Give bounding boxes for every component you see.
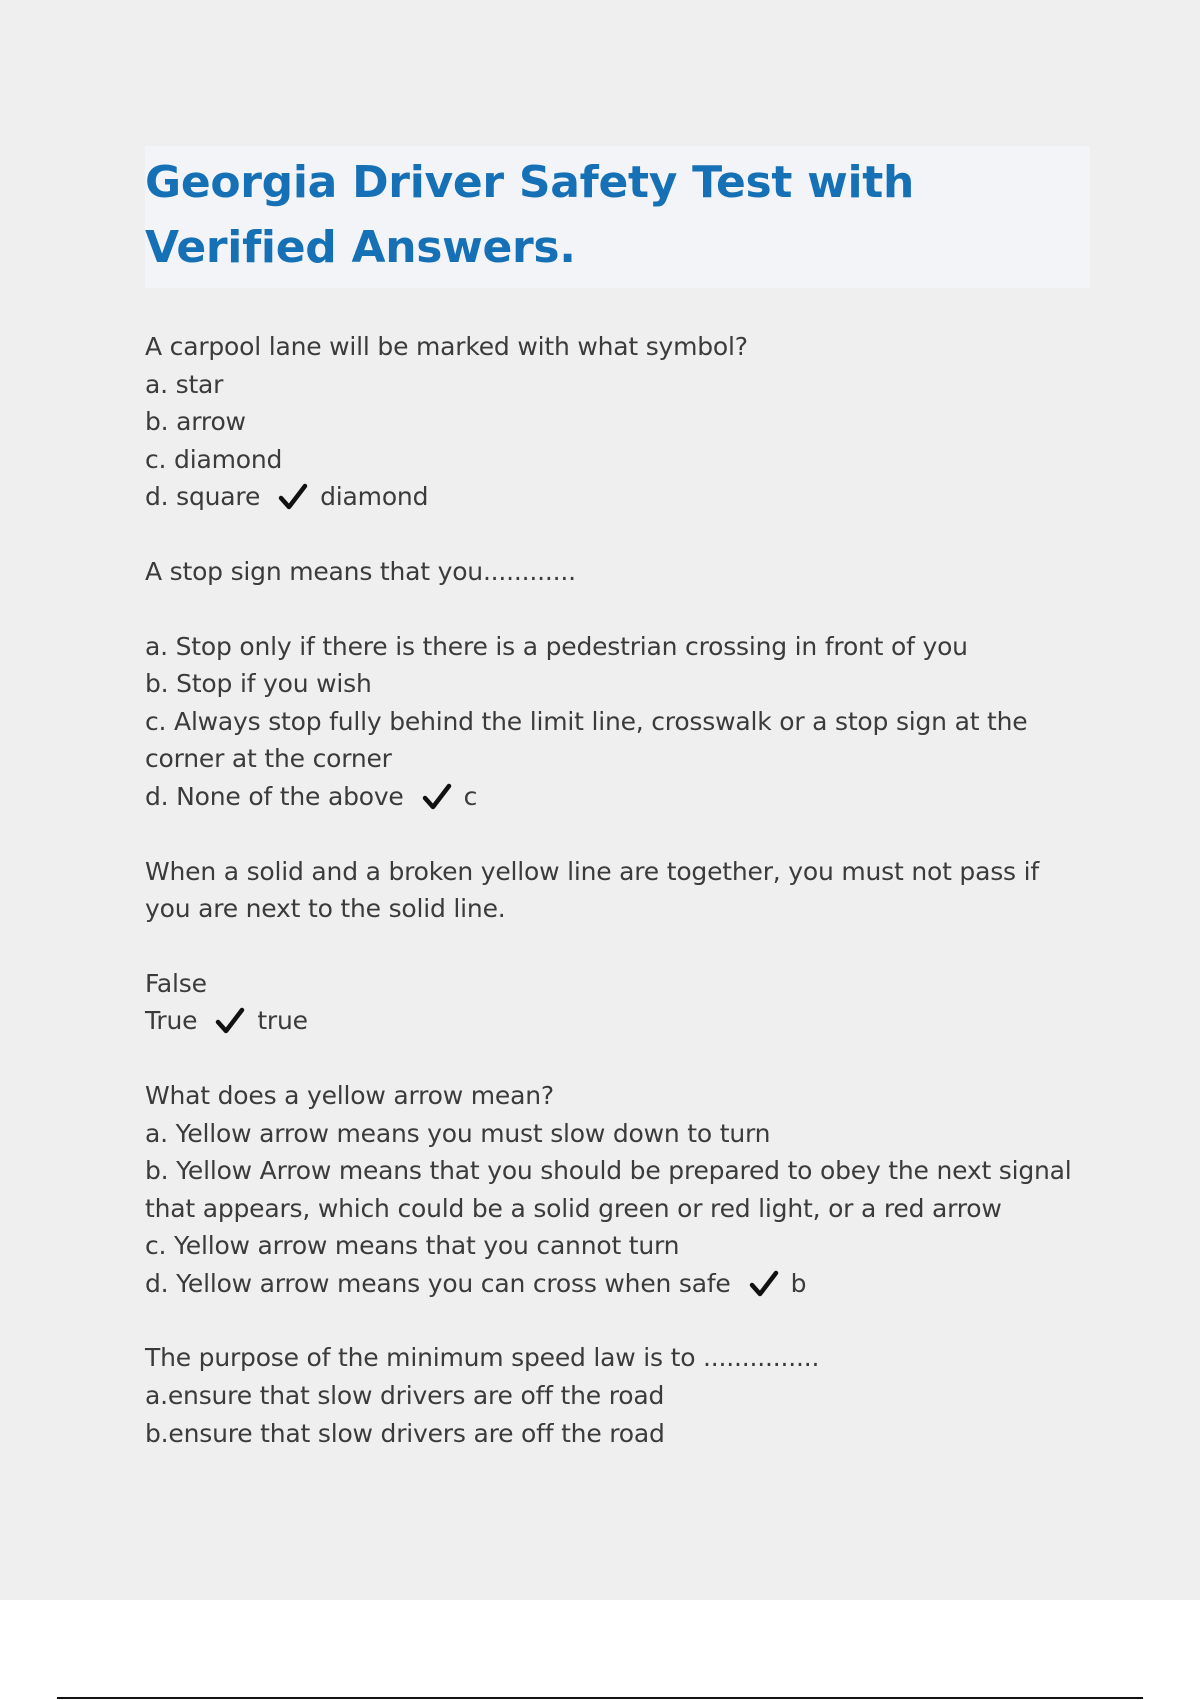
option-text: b. arrow xyxy=(145,407,246,437)
question-block xyxy=(145,328,1095,516)
option-text: c. diamond xyxy=(145,444,283,474)
verified-answer: true xyxy=(257,1006,308,1036)
footer-divider xyxy=(57,1697,1143,1699)
option-text: c. Always stop fully behind the limit line, crosswalk or a stop sign at the xyxy=(145,706,1028,736)
option-text: a. star xyxy=(145,369,224,399)
option-text: a. Yellow arrow means you must slow down to turn xyxy=(145,1118,771,1148)
option-text: b.ensure that slow drivers are off the road xyxy=(145,1418,665,1448)
option-text: d. Yellow arrow means you can cross when safe xyxy=(145,1268,731,1298)
option-text: True xyxy=(145,1006,198,1036)
verified-answer: diamond xyxy=(320,482,429,512)
verified-answer: c xyxy=(463,781,478,811)
question-text: What does a yellow arrow mean? xyxy=(145,1080,554,1110)
option-text: False xyxy=(145,968,207,998)
answer-line xyxy=(145,1002,1095,1040)
title-block xyxy=(145,146,1090,288)
question-block xyxy=(145,1339,1095,1452)
option-text: d. square xyxy=(145,482,261,512)
document-content xyxy=(145,146,1095,1489)
check-mark-icon xyxy=(215,1006,245,1036)
question-text: The purpose of the minimum speed law is to ............... xyxy=(145,1343,820,1373)
check-mark-icon xyxy=(278,482,308,512)
option-text: a. Stop only if there is there is a pedestrian crossing in front of you xyxy=(145,631,968,661)
document-title: Georgia Driver Safety Test with Verified Answers. xyxy=(145,157,915,273)
question-text: A carpool lane will be marked with what symbol? xyxy=(145,332,748,361)
question-text: A stop sign means that you............ xyxy=(145,556,576,586)
question-text: you are next to the solid line. xyxy=(145,894,506,924)
answer-line xyxy=(145,1265,1095,1303)
question-block xyxy=(145,553,1095,816)
verified-answer: b xyxy=(790,1268,807,1298)
option-text: a.ensure that slow drivers are off the road xyxy=(145,1381,665,1411)
option-text: b. Stop if you wish xyxy=(145,669,372,699)
answer-line xyxy=(145,478,1095,516)
option-text: d. None of the above xyxy=(145,781,404,811)
question-text: When a solid and a broken yellow line are together, you must not pass if xyxy=(145,856,1039,886)
check-mark-icon xyxy=(749,1269,779,1299)
question-block xyxy=(145,853,1095,1040)
option-text: b. Yellow Arrow means that you should be prepared to obey the next signal xyxy=(145,1156,1072,1186)
option-text: corner at the corner xyxy=(145,744,392,774)
question-block xyxy=(145,1077,1095,1303)
answer-line xyxy=(145,778,1095,816)
option-text: that appears, which could be a solid green or red light, or a red arrow xyxy=(145,1193,1002,1223)
option-text: c. Yellow arrow means that you cannot turn xyxy=(145,1231,680,1261)
check-mark-icon xyxy=(422,782,452,812)
